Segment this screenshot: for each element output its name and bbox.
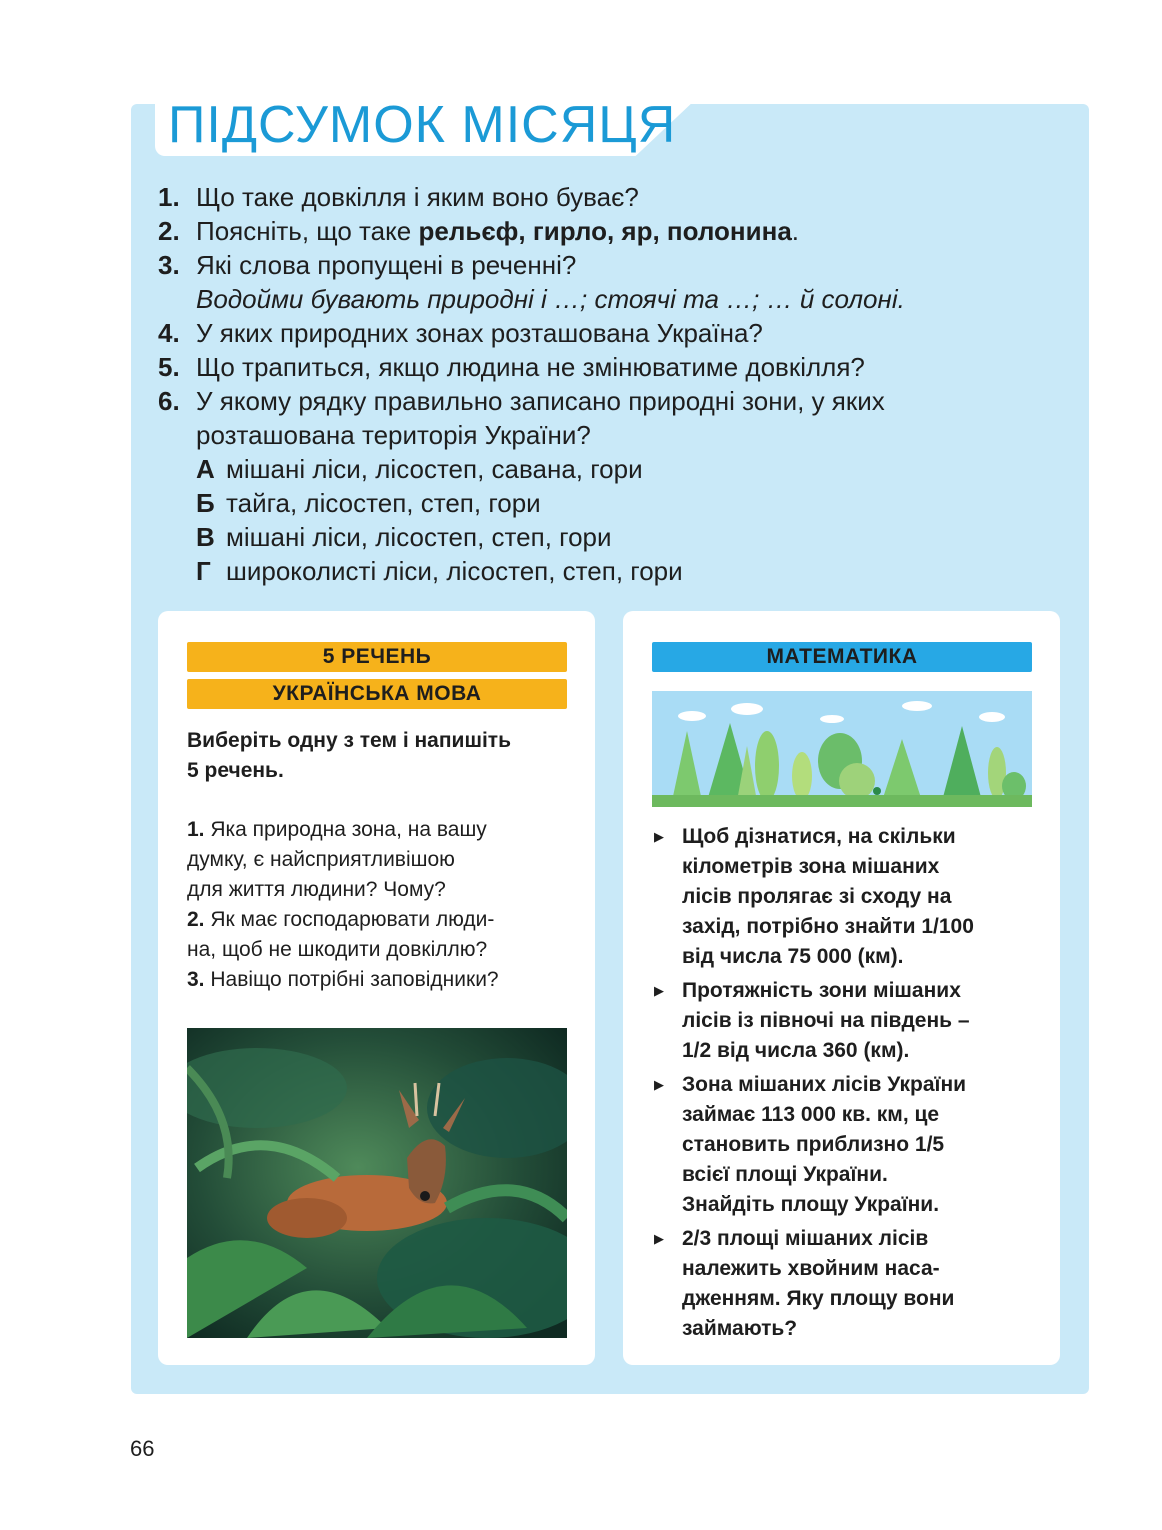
question-text: Які слова пропущені в реченні?: [196, 250, 577, 280]
option-letter: В: [196, 522, 215, 552]
task-instruction: [187, 726, 577, 786]
topic-text: Яка природна зона, на вашу: [204, 818, 487, 841]
option-letter: Б: [196, 488, 215, 518]
math-task: [652, 1224, 1052, 1344]
math-task: [652, 822, 1052, 972]
deer-in-ferns-illustration: [187, 1028, 567, 1338]
math-tasks-list: [652, 822, 1052, 1348]
topic-number: 3.: [187, 968, 205, 991]
topic-item: [187, 965, 582, 995]
question-number: 1.: [158, 182, 180, 212]
question-2: [158, 214, 1058, 248]
question-text: У якому рядку правильно записано природні зони, у яких: [196, 386, 885, 416]
option-h: [158, 554, 1058, 588]
option-letter: А: [196, 454, 215, 484]
topic-number: 1.: [187, 818, 205, 841]
option-letter: Г: [196, 556, 211, 586]
question-3-sentence: Водойми бувають природні і …; стоячі та …; … й солоні.: [196, 284, 905, 314]
topic-item: [187, 905, 582, 935]
bullet-triangle-icon: ▶: [654, 829, 664, 844]
question-text: [196, 214, 799, 248]
question-number: 5.: [158, 352, 180, 382]
option-a: [158, 452, 1058, 486]
question-text: Що таке довкілля і яким воно буває?: [196, 182, 639, 212]
math-task-text: Зона мішаних лісів України займає 113 000 кв. км, це становить приблизно 1/5 всієї площі України. Знайдіть площу України.: [682, 1073, 967, 1216]
ukrainian-language-banner: УКРАЇНСЬКА МОВА: [187, 679, 567, 709]
option-text: широколисті ліси, лісостеп, степ, гори: [226, 556, 683, 586]
math-task-text: 2/3 площі мішаних лісів належить хвойним наса- дженням. Яку площу вони займають?: [682, 1227, 955, 1340]
question-6: [158, 384, 1058, 418]
question-3: [158, 248, 1058, 282]
topic-text-line: на, щоб не шкодити довкіллю?: [187, 938, 488, 961]
option-text: мішані ліси, лісостеп, степ, гори: [226, 522, 612, 552]
forest-illustration: [652, 691, 1032, 807]
question-number: 4.: [158, 318, 180, 348]
task-line: 5 речень.: [187, 759, 284, 782]
question-text: У яких природних зонах розташована Україна?: [196, 318, 763, 348]
option-b: [158, 486, 1058, 520]
question-text: Що трапиться, якщо людина не змінюватиме довкілля?: [196, 352, 865, 382]
task-line: Виберіть одну з тем і напишіть: [187, 729, 511, 752]
question-terms: рельєф, гирло, яр, полонина: [418, 216, 792, 246]
bullet-triangle-icon: ▶: [654, 983, 664, 998]
math-task-text: Щоб дізнатися, на скільки кілометрів зона мішаних лісів пролягає зі сходу на захід, потрібно знайти 1/100 від числа 75 000 (км).: [682, 825, 974, 968]
question-text-part: Поясніть, що таке: [196, 216, 419, 246]
page-number: 66: [130, 1436, 155, 1461]
five-sentences-banner: 5 РЕЧЕНЬ: [187, 642, 567, 672]
option-v: [158, 520, 1058, 554]
question-1: [158, 180, 1058, 214]
topic-list: [187, 815, 582, 995]
question-number: 2.: [158, 216, 180, 246]
topic-number: 2.: [187, 908, 205, 931]
question-number: 6.: [158, 386, 180, 416]
question-6-continued: розташована територія України?: [196, 420, 591, 450]
bullet-triangle-icon: ▶: [654, 1077, 664, 1092]
deer-photo: [187, 1028, 567, 1338]
page-title: ПІДСУМОК МІСЯЦЯ: [168, 96, 677, 154]
option-text: мішані ліси, лісостеп, савана, гори: [226, 454, 643, 484]
topic-text-line: для життя людини? Чому?: [187, 878, 446, 901]
topic-text-line: думку, є найсприятливішою: [187, 848, 455, 871]
question-text-end: .: [791, 216, 800, 246]
questions-list: [158, 180, 1058, 588]
bullet-triangle-icon: ▶: [654, 1231, 664, 1246]
math-task: [652, 1070, 1052, 1220]
question-5: [158, 350, 1058, 384]
math-task-text: Протяжність зони мішаних лісів із півночі на південь – 1/2 від числа 360 (км).: [682, 979, 970, 1062]
topic-text: Як має господарювати люди-: [204, 908, 495, 931]
question-4: [158, 316, 1058, 350]
topic-text: Навіщо потрібні заповідники?: [204, 968, 499, 991]
option-text: тайга, лісостеп, степ, гори: [226, 488, 541, 518]
forest-trees-image: [652, 691, 1032, 807]
question-number: 3.: [158, 250, 180, 280]
math-task: [652, 976, 1052, 1066]
math-banner: МАТЕМАТИКА: [652, 642, 1032, 672]
topic-item: [187, 815, 582, 845]
